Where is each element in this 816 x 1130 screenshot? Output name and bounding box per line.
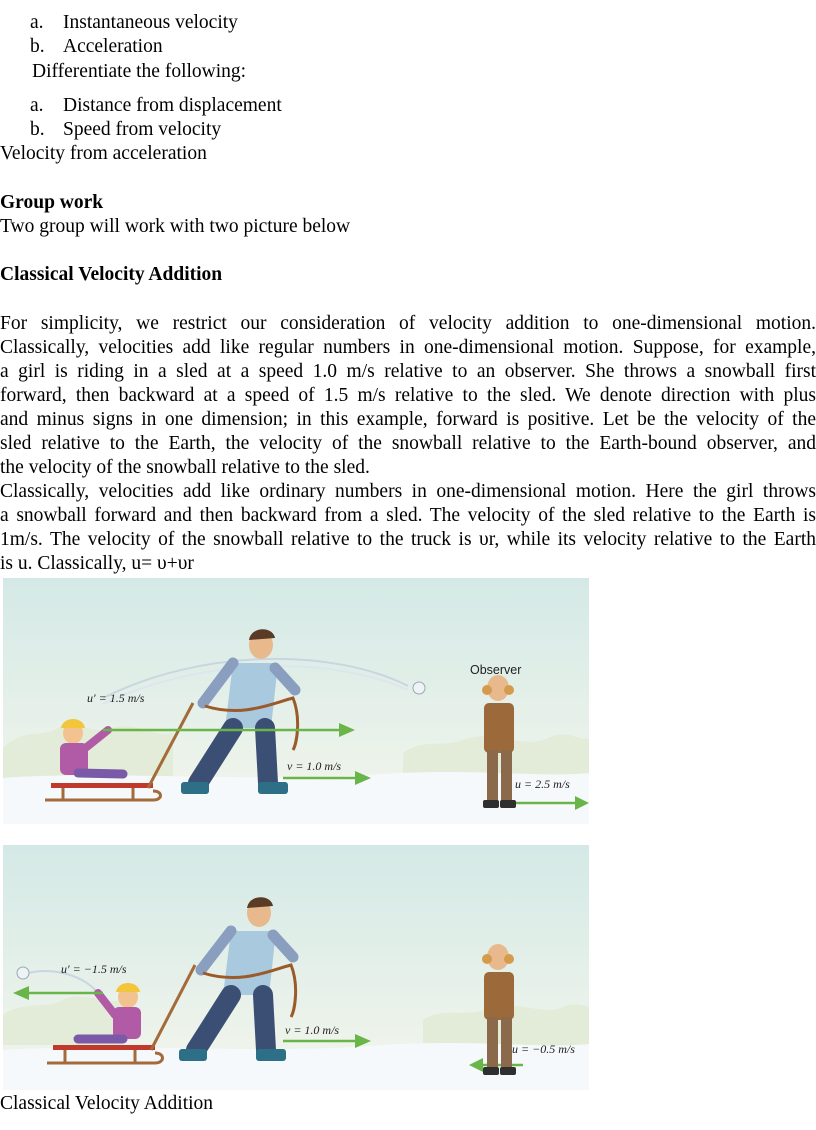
list-marker: b.	[30, 119, 45, 140]
section-heading: Classical Velocity Addition	[0, 264, 223, 285]
u-label: u = −0.5 m/s	[512, 1042, 575, 1056]
snowball-icon	[17, 967, 29, 979]
list-item	[30, 118, 222, 142]
group-work-heading: Group work	[0, 192, 104, 213]
paragraph-line: Classically, velocities add like regular numbers in one-dimensional motion. Suppose, for example,	[0, 337, 816, 358]
u-prime-label: u′ = 1.5 m/s	[87, 691, 145, 705]
paragraph-line: Classically, velocities add like ordinary numbers in one-dimensional motion. Here the girl throws	[0, 481, 816, 502]
group-work-text: Two group will work with two picture below	[0, 216, 351, 237]
list-marker: b.	[30, 36, 45, 57]
paragraph-line: the velocity of the snowball relative to the sled.	[0, 457, 370, 478]
list-item-text: Speed from velocity	[63, 119, 222, 140]
list-marker: a.	[30, 95, 44, 116]
paragraph-line: a girl is riding in a sled at a speed 1.0 m/s relative to an observer. She throws a snowball first	[0, 361, 816, 382]
list-item-text: Instantaneous velocity	[63, 12, 238, 33]
paragraph-line: forward, then backward at a speed of 1.5 m/s relative to the sled. We denote direction with plus	[0, 385, 816, 406]
list-item	[30, 94, 282, 118]
paragraph-line: 1m/s. The velocity of the snowball relative to the truck is υr, while its velocity relative to the Earth	[0, 529, 816, 550]
snowball-icon	[413, 682, 425, 694]
list-marker: a.	[30, 12, 44, 33]
list-item	[30, 11, 238, 35]
paragraph-line: For simplicity, we restrict our consideration of velocity addition to one-dimensional motion.	[0, 313, 816, 334]
v-label: v = 1.0 m/s	[287, 759, 342, 773]
list-tail-text: Velocity from acceleration	[0, 143, 207, 164]
u-prime-label: u′ = −1.5 m/s	[61, 962, 127, 976]
figure-forward-throw	[3, 578, 589, 824]
figure-backward-illustration	[3, 845, 589, 1090]
paragraph-line: is u. Classically, u= υ+υr	[0, 553, 194, 574]
list-item	[30, 35, 163, 59]
paragraph-line: sled relative to the Earth, the velocity of the snowball relative to the Earth-bound observer, and	[0, 433, 816, 454]
figure-backward-throw	[3, 845, 589, 1090]
figure-caption: Classical Velocity Addition	[0, 1093, 214, 1114]
prompt-text: Differentiate the following:	[32, 61, 247, 82]
v-label: v = 1.0 m/s	[285, 1023, 340, 1037]
paragraph-line: a snowball forward and then backward from a sled. The velocity of the sled relative to the Earth is	[0, 505, 816, 526]
list-item-text: Acceleration	[63, 36, 163, 57]
paragraph-line: and minus signs in one dimension; in this example, forward is positive. Let be the velocity of the	[0, 409, 816, 430]
figure-forward-illustration	[3, 578, 589, 824]
u-label: u = 2.5 m/s	[515, 777, 570, 791]
observer-label: Observer	[470, 663, 522, 677]
list-item-text: Distance from displacement	[63, 95, 282, 116]
